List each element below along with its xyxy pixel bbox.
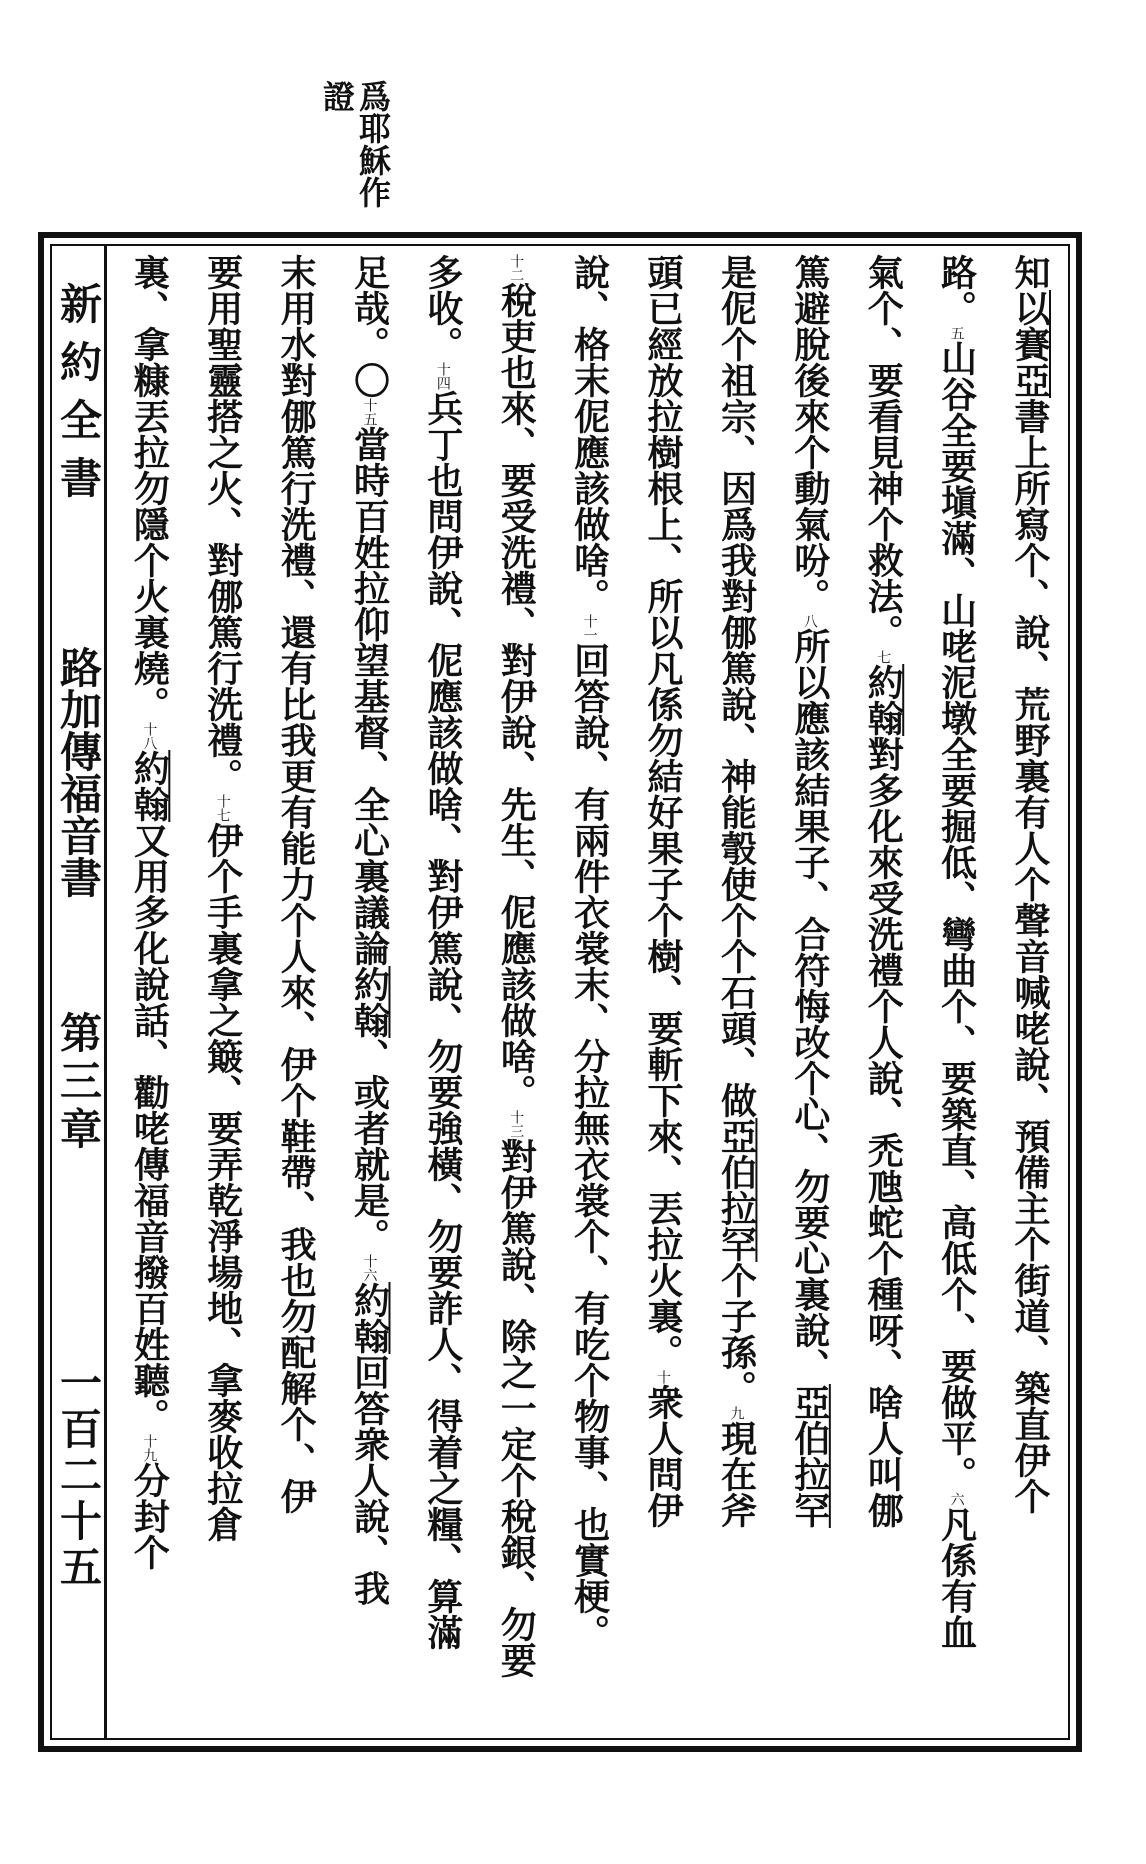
section-heading-continued: 證 — [318, 80, 356, 112]
verse-number: 十八 — [141, 722, 158, 750]
text-run: 稅吏也來、要受洗禮、對伊說、先生、伲應該做啥。 — [495, 282, 538, 1110]
verse-number: 八 — [801, 614, 818, 628]
proper-name: 亞伯拉罕 — [715, 1118, 758, 1262]
proper-name: 約翰 — [348, 966, 391, 1038]
text-run: 路。 — [935, 254, 978, 326]
text-run: 知 — [1009, 254, 1051, 290]
text-run: 兵丁也問伊說、伲應該做啥、對伊篤說、勿要強橫、勿要詐人、得着之糧、算滿 — [421, 390, 464, 1650]
text-run: 足哉。〇 — [348, 254, 391, 398]
verse-number: 九 — [728, 1406, 745, 1420]
chapter-label: 第三章 — [54, 1011, 103, 1155]
text-run: 當時百姓拉仰望基督、全心裏議論 — [348, 426, 391, 966]
proper-name: 約翰 — [128, 750, 171, 822]
page-number: 一百二十五 — [54, 1361, 103, 1591]
text-column — [550, 254, 623, 1730]
text-run: 山谷全要塡滿、山咾泥墩全要掘低、彎曲个、要築直、高低个、要做平。 — [935, 340, 978, 1492]
verse-number: 七 — [875, 650, 892, 664]
text-run: 多收。 — [421, 254, 464, 362]
verse-number: 十五 — [361, 398, 378, 426]
text-run: 對多化來受洗禮个人說、禿虺蛇个種呀、啥人叫㑚 — [862, 736, 905, 1528]
text-column — [257, 254, 330, 1730]
proper-name: 以賽亞 — [1009, 290, 1051, 398]
text-run: 裏、拿糠丟拉勿隱个火裏燒。 — [128, 254, 171, 722]
text-run: 篤避脫後來个動氣吩。 — [788, 254, 831, 614]
proper-name: 約翰 — [862, 664, 905, 736]
page-frame — [38, 232, 1082, 1752]
page-frame-inner — [50, 244, 1070, 1740]
text-run: 說、格末伲應該做啥。 — [568, 254, 611, 614]
book-collection-title: 新約全書 — [54, 282, 103, 514]
verse-number: 六 — [948, 1492, 965, 1506]
text-run: 要用聖靈搭之火、對㑚篤行洗禮。 — [201, 254, 244, 794]
text-run: 衆人問伊 — [642, 1384, 685, 1528]
scripture-text — [110, 254, 1064, 1730]
verse-number: 十四 — [434, 362, 451, 390]
text-run: 所以應該結果子、合符悔改个心、勿要心裏說、 — [788, 628, 831, 1384]
verse-number: 十二 — [508, 254, 525, 282]
book-title: 路加傳福音書 — [54, 646, 103, 898]
text-run: 回答說、有兩件衣裳末、分拉無衣裳个、有吃个物事、也實梗。 — [568, 642, 611, 1650]
verse-number: 十七 — [214, 794, 231, 822]
text-column — [917, 254, 990, 1730]
text-run: 回答衆人說、我 — [348, 1354, 391, 1606]
text-column — [844, 254, 917, 1730]
text-run: 書上所寫个、說、荒野裏有人个聲音喊咾說、預備主个街道、築直伊个 — [1009, 398, 1051, 1514]
section-heading: 爲耶穌作 — [354, 80, 392, 208]
text-run: 末用水對㑚篤行洗禮、還有比我更有能力个人來、伊个鞋帶、我也勿配解个、伊 — [275, 254, 318, 1514]
text-column — [624, 254, 697, 1730]
text-column — [477, 254, 550, 1730]
proper-name: 約翰 — [348, 1282, 391, 1354]
text-run: 頭已經放拉樹根上、所以凡係勿結好果子个樹、要斬下來、丟拉火裏。 — [642, 254, 685, 1370]
verse-number: 十 — [655, 1370, 672, 1384]
verse-number: 十三 — [508, 1110, 525, 1138]
text-run: 、或者就是。 — [348, 1038, 391, 1254]
text-column — [330, 254, 403, 1730]
text-column — [697, 254, 770, 1730]
text-column — [403, 254, 476, 1730]
text-run: 个子孫。 — [715, 1262, 758, 1406]
text-run: 對伊篤說、除之一定个稅銀、勿要 — [495, 1138, 538, 1678]
text-run: 現在斧 — [715, 1420, 758, 1528]
text-column — [183, 254, 256, 1730]
proper-name: 亞伯拉罕 — [788, 1384, 831, 1528]
text-column — [991, 254, 1064, 1730]
text-run: 凡係有血 — [935, 1506, 978, 1650]
verse-number: 十六 — [361, 1254, 378, 1282]
verse-number: 十一 — [581, 614, 598, 642]
text-run: 氣个、要看見神个救法。 — [862, 254, 905, 650]
text-run: 伊个手裏拿之簸、要弄乾淨場地、拿麥收拉倉 — [201, 822, 244, 1542]
verse-number: 五 — [948, 326, 965, 340]
running-header — [52, 246, 107, 1738]
text-column — [770, 254, 843, 1730]
text-run: 分封个 — [128, 1462, 171, 1570]
text-run: 是伲个祖宗、因爲我對㑚篤說、神能彀使个个石頭、做 — [715, 254, 758, 1118]
verse-number: 十九 — [141, 1434, 158, 1462]
text-column — [110, 254, 183, 1730]
text-run: 又用多化說話、勸咾傳福音撥百姓聽。 — [128, 822, 171, 1434]
